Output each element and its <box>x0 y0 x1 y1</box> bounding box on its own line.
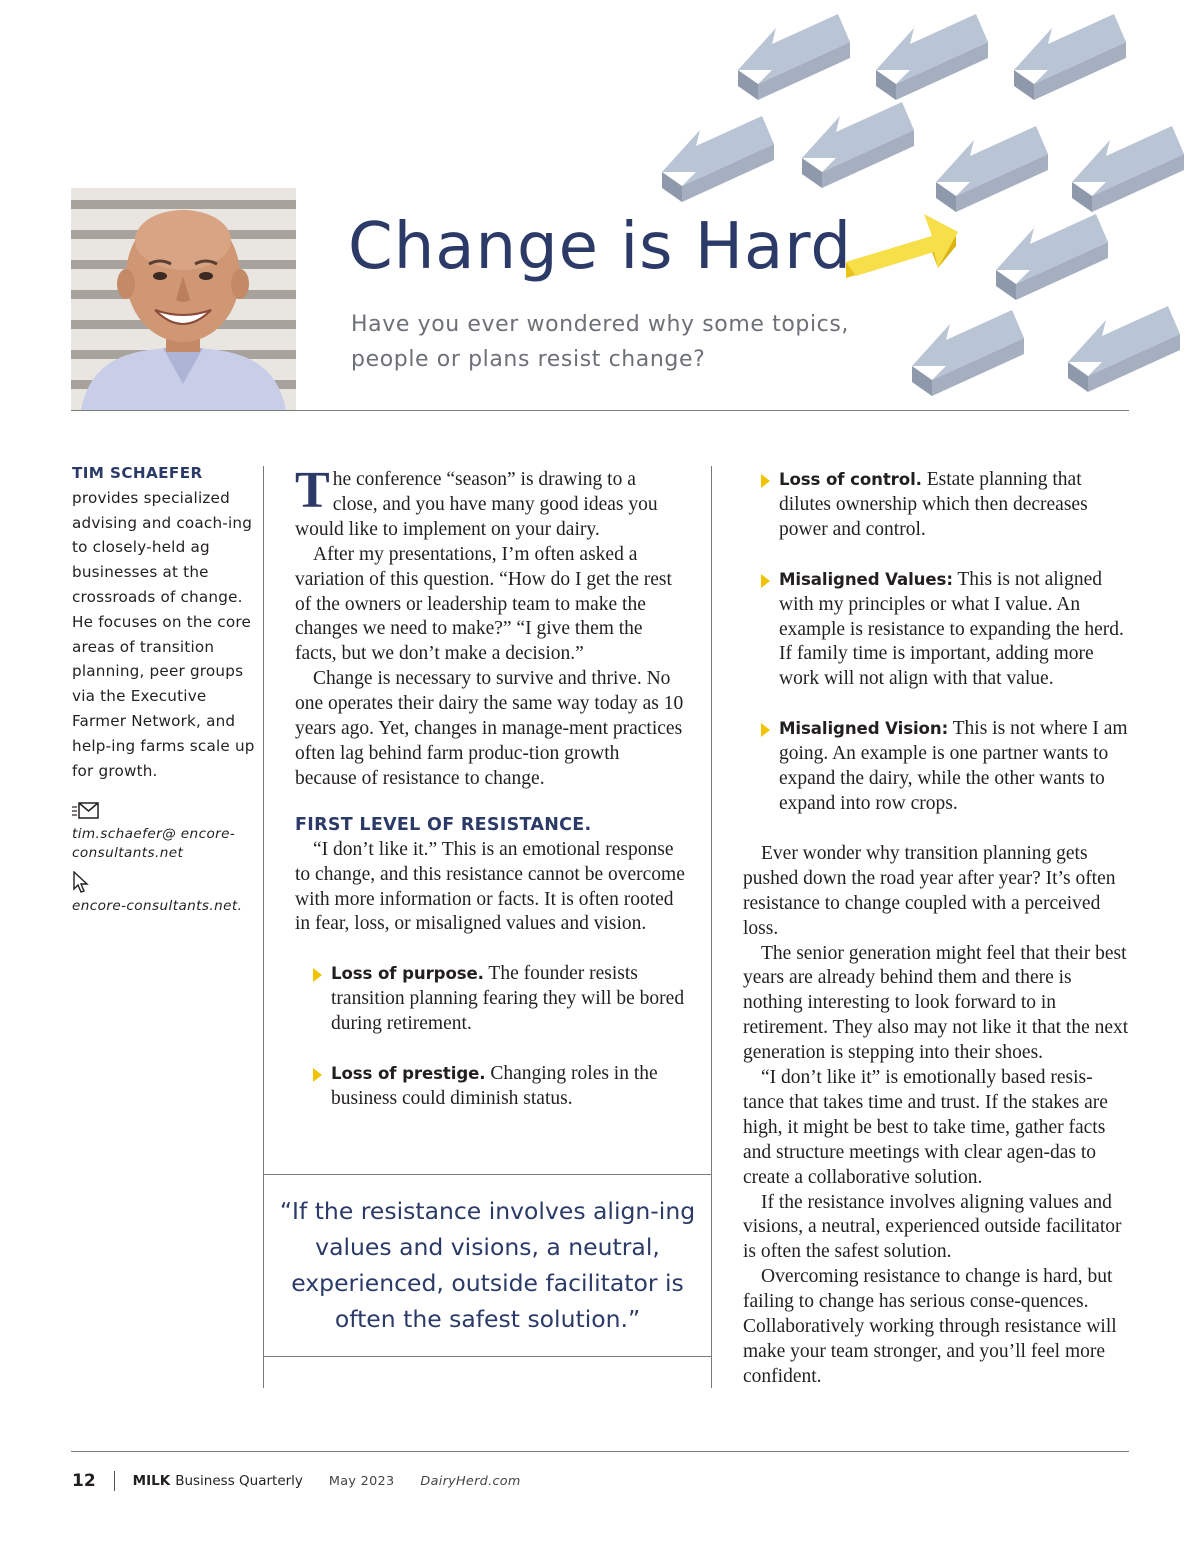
cursor-icon <box>72 871 90 895</box>
chevron-right-icon <box>761 474 770 488</box>
footer-separator <box>114 1471 115 1491</box>
paragraph: Overcoming resistance to change is hard, but failing to change has serious conse-quences. Collaboratively working through resistance will make your team stronger, and you’ll feel more confident. <box>743 1266 1117 1387</box>
author-email-link[interactable]: tim.schaefer@ encore-consultants.net <box>72 826 236 862</box>
paragraph: Change is necessary to survive and thrive. No one operates their dairy the same way today as 10 years ago. Yet, changes in manage-ment practices often lag behind farm produc-tion growth because of resistance to change. <box>295 668 684 789</box>
publication-name: Business Quarterly <box>175 1473 303 1489</box>
issue-date: May 2023 <box>328 1473 395 1489</box>
yellow-arrow-icon <box>846 214 958 278</box>
header-divider <box>71 410 1129 411</box>
author-bio: provides specialized advising and coach-ing to closely-held ag businesses at the crossroads of change. He focuses on the core areas of transition planning, peer groups via the Executive Farmer Network, and help-ing farms scale up for growth. <box>72 488 255 780</box>
bullet-item: Misaligned Vision: This is not where I am going. An example is one partner wants to expand the dairy, while the other wants to expand into row crops. <box>743 717 1133 817</box>
bullet-item: Loss of control. Estate planning that dilutes ownership which then decreases power and control. <box>743 468 1133 543</box>
article-column-2 <box>743 468 1133 1390</box>
chevron-right-icon <box>761 723 770 737</box>
author-website-link[interactable]: encore-consultants.net. <box>72 898 243 915</box>
paragraph: The senior generation might feel that their best years are already behind them and there is nothing interesting to look forward to in retirement. They also may not like it that the next generation is stepping into their shoes. <box>743 942 1129 1064</box>
paragraph: Ever wonder why transition planning gets pushed down the road year after year? It’s often resistance to change coupled with a perceived loss. <box>743 842 1116 939</box>
envelope-icon <box>72 801 100 821</box>
pull-quote-bottom-rule <box>264 1356 711 1357</box>
drop-cap: T <box>295 462 330 519</box>
pull-quote <box>264 1174 711 1356</box>
chevron-right-icon <box>313 968 322 982</box>
publication-website[interactable]: DairyHerd.com <box>420 1473 521 1489</box>
footer-divider <box>71 1451 1129 1452</box>
author-photo <box>71 188 296 410</box>
chevron-right-icon <box>761 574 770 588</box>
paragraph: After my presentations, I’m often asked a variation of this question. “How do I get the rest of the owners or leadership team to make the changes we need to make?” “I give them the facts, but we don’t make a decision.” <box>295 543 672 665</box>
section-heading: FIRST LEVEL OF RESISTANCE. <box>295 814 592 835</box>
article-subtitle: Have you ever wondered why some topics, people or plans resist change? <box>351 312 850 372</box>
bullet-item: Loss of purpose. The founder resists transition planning fearing they will be bored during retirement. <box>295 962 685 1037</box>
chevron-right-icon <box>313 1068 322 1082</box>
publication-brand: MILK <box>132 1473 171 1489</box>
author-name: TIM SCHAEFER <box>72 464 203 482</box>
bullet-item: Loss of prestige. Changing roles in the business could diminish status. <box>295 1062 685 1112</box>
article-column-1 <box>295 462 685 1112</box>
pull-quote-text: “If the resistance involves align-ing values and visions, a neutral, experienced, outside facilitator is often the safest solution.” <box>279 1197 696 1333</box>
article-title: Change is Hard <box>348 210 852 284</box>
paragraph: The conference “season” is drawing to a close, and you have many good ideas you would like to implement on your dairy. <box>295 462 658 540</box>
bullet-item: Misaligned Values: This is not aligned with my principles or what I value. An example is resistance to expanding the herd. If family time is important, adding more work will not align with that value. <box>743 568 1133 693</box>
author-sidebar <box>72 461 257 916</box>
column-divider-right <box>711 466 712 1388</box>
page-footer <box>72 1466 521 1496</box>
paragraph: “I don’t like it.” This is an emotional response to change, and this resistance cannot be overcome with more information or facts. It is often rooted in fear, loss, or misaligned values and vision. <box>295 838 685 935</box>
paragraph: If the resistance involves aligning values and visions, a neutral, experienced outside facilitator is often the safest solution. <box>743 1191 1122 1263</box>
page-number: 12 <box>72 1471 96 1491</box>
paragraph: “I don’t like it” is emotionally based resis-tance that takes time and trust. If the stakes are high, it might be best to take time, gather facts and structure meetings with clear agen-das to create a collaborative solution. <box>743 1067 1108 1188</box>
